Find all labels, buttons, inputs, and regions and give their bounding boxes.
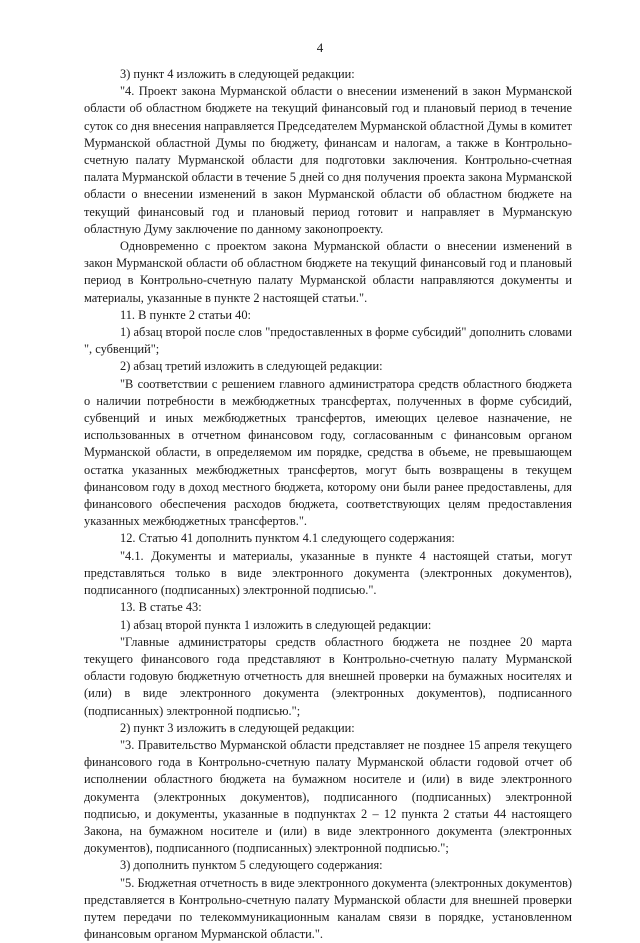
paragraph-quoted-item-4-1: "4.1. Документы и материалы, указанные в пункте 4 настоящей статьи, могут представляться только в виде электронного документа (электронных документов), подписанного (подписанных) электронной подписью.". <box>84 548 572 598</box>
paragraph-simultaneously: Одновременно с проектом закона Мурманской области о внесении изменений в закон Мурманской области об областном бюджете на текущий финансовый год и плановый период в Контрольно-счетную палату Мурманской области направляются документы и материалы, указанные в пункте 2 настоящей статьи.". <box>84 239 572 305</box>
paragraph-item-11: 11. В пункте 2 статьи 40: <box>120 307 251 322</box>
page-number: 4 <box>316 40 324 55</box>
paragraph-quoted-transfers: "В соответствии с решением главного администратора средств областного бюджета о наличии потребности в межбюджетных трансфертах, полученных в форме субсидий, субвенций и иных межбюджетных трансфертов, имеющих целевое назначение, не использованных в отчетном финансовом году, согласованным с финансовым органом Мурманской области, в определяемом им порядке, средства в объеме, не превышающем остатка указанных межбюджетных трансфертов, могут быть возвращены в текущем финансовом году в доход местного бюджета, которому они были ранее предоставлены, для финансового обеспечения расходов бюджета, соответствующих целям предоставления указанных межбюджетных трансфертов.". <box>84 376 572 529</box>
paragraph-item-12: 12. Статью 41 дополнить пунктом 4.1 следующего содержания: <box>120 531 455 546</box>
paragraph-amend-item-3: 3) пункт 4 изложить в следующей редакции: <box>120 67 355 81</box>
paragraph-item-13-1: 1) абзац второй пункта 1 изложить в следующей редакции: <box>120 617 432 632</box>
paragraph-item-13-3: 3) дополнить пунктом 5 следующего содержания: <box>120 858 383 873</box>
paragraph-item-13: 13. В статье 43: <box>120 600 202 615</box>
paragraph-item-13-2: 2) пункт 3 изложить в следующей редакции: <box>120 720 355 735</box>
paragraph-quoted-item-3: "3. Правительство Мурманской области представляет не позднее 15 апреля текущего финансового года в Контрольно-счетную палату Мурманской области годовой отчет об исполнении областного бюджета на бумажном носителе и (или) в виде электронного документа (электронных документов), подписанного (подписанных) электронной подписью, и документы, указанные в подпунктах 2 – 12 пункта 2 статьи 44 настоящего Закона, на бумажном носителе и (или) в виде электронного документа (электронных документов), подписанного (подписанных) электронной подписью."; <box>84 737 572 856</box>
paragraph-quoted-item-4: "4. Проект закона Мурманской области о внесении изменений в закон Мурманской области об областном бюджете на текущий финансовый год и плановый период в течение суток со дня внесения направляется Председателем Мурманской областной Думы в комитет Мурманской областной Думы по бюджету, финансам и налогам, а также в Контрольно-счетную палату Мурманской области для подготовки заключения. Контрольно-счетная палата Мурманской области в течение 5 дней со дня получения проекта закона Мурманской области о внесении изменений в закон Мурманской области об областном бюджете на текущий финансовый год и плановый период готовит и направляет в Мурманскую областную Думу заключение по данному законопроекту. <box>84 84 572 236</box>
paragraph-item-11-2: 2) абзац третий изложить в следующей редакции: <box>120 359 383 374</box>
document-body <box>84 66 572 943</box>
paragraph-item-11-1: 1) абзац второй после слов "предоставленных в форме субсидий" дополнить словами ", субвенций"; <box>84 325 572 357</box>
paragraph-quoted-item-5: "5. Бюджетная отчетность в виде электронного документа (электронных документов) представляется в Контрольно-счетную палату Мурманской области для внешней проверки путем передачи по телекоммуникационным каналам связи в порядке, установленном финансовым органом Мурманской области.". <box>84 875 572 942</box>
paragraph-quoted-administrators: "Главные администраторы средств областного бюджета не позднее 20 марта текущего финансового года представляют в Контрольно-счетную палату Мурманской области годовую бюджетную отчетность для внешней проверки на бумажных носителях и (или) в виде электронного документа (электронных документов), подписанного (подписанных) электронной подписью."; <box>84 634 572 718</box>
